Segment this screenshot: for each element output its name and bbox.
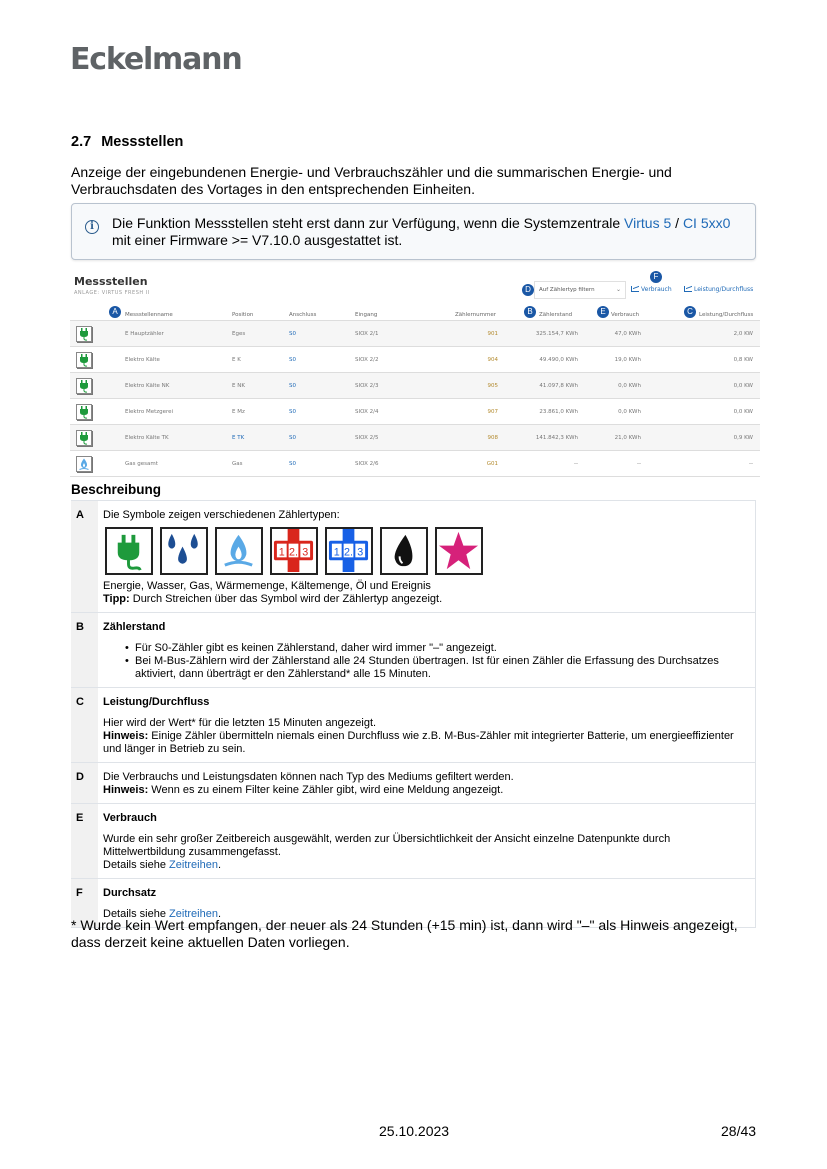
desc-bullets bbox=[103, 642, 750, 681]
cell-anschluss: S0 bbox=[289, 409, 296, 415]
cell-verbrauch: 19,0 KWh bbox=[614, 357, 641, 363]
col-eingang[interactable]: Eingang bbox=[355, 312, 378, 318]
desc-key: C bbox=[71, 688, 98, 763]
callout-badge-a: A bbox=[109, 306, 121, 318]
messstellen-screenshot bbox=[70, 268, 760, 474]
energie-plug-icon[interactable] bbox=[76, 352, 92, 368]
desc-row-d bbox=[71, 763, 756, 804]
callout-badge-f: F bbox=[650, 271, 662, 283]
filter-placeholder: Auf Zählertyp filtern bbox=[539, 287, 595, 293]
svg-text:1: 1 bbox=[278, 546, 285, 559]
cell-messstellenname: E Hauptzähler bbox=[125, 331, 164, 337]
verbrauch-chart-button[interactable] bbox=[631, 286, 672, 293]
footer-page-number: 28/43 bbox=[721, 1123, 757, 1139]
col-anschluss[interactable]: Anschluss bbox=[289, 312, 317, 318]
filter-select[interactable] bbox=[534, 281, 626, 299]
desc-key: D bbox=[71, 763, 98, 804]
cell-zaehlerstand: -- bbox=[574, 461, 578, 467]
details-suffix: . bbox=[217, 859, 222, 871]
cell-zaehlerstand: 325.154,7 KWh bbox=[535, 331, 578, 337]
section-number: 2.7 bbox=[71, 134, 92, 150]
symbol-list bbox=[105, 527, 750, 575]
cell-messstellenname: Elektro Kälte bbox=[125, 357, 160, 363]
cell-zaehlernummer: 901 bbox=[487, 331, 498, 337]
symbol-types: Energie, Wasser, Gas, Wärmemenge, Kältemenge, Öl und Ereignis bbox=[103, 580, 431, 592]
table-row[interactable] bbox=[70, 321, 760, 347]
callout-badge-c: C bbox=[684, 306, 696, 318]
desc-head: Zählerstand bbox=[103, 621, 166, 633]
callout-badge-e: E bbox=[597, 306, 609, 318]
cell-zaehlernummer: 907 bbox=[487, 409, 498, 415]
table-row[interactable] bbox=[70, 451, 760, 477]
cell-eingang: SIOX 2/6 bbox=[355, 461, 379, 467]
cell-anschluss: S0 bbox=[289, 435, 296, 441]
cell-position: E TK bbox=[232, 435, 245, 441]
hint-label: Hinweis: bbox=[103, 784, 149, 796]
cell-eingang: SIOX 2/5 bbox=[355, 435, 379, 441]
desc-hint bbox=[103, 784, 750, 797]
desc-head: Leistung/Durchfluss bbox=[103, 696, 210, 708]
ci5xx0-link[interactable]: CI 5xx0 bbox=[682, 215, 731, 231]
cell-leistung: 0,9 KW bbox=[733, 435, 753, 441]
trend-chart-icon bbox=[631, 286, 639, 292]
table-row[interactable] bbox=[70, 399, 760, 425]
cell-messstellenname: Gas gesamt bbox=[125, 461, 158, 467]
col-position[interactable]: Position bbox=[232, 312, 254, 318]
wasser-drops-icon bbox=[160, 527, 208, 575]
note-text-part: mit einer Firmware >= V7.10.0 ausgestattet ist. bbox=[112, 232, 403, 248]
cell-verbrauch: 21,0 KWh bbox=[614, 435, 641, 441]
cell-position: Eges bbox=[232, 331, 246, 337]
cell-messstellenname: Elektro Metzgerei bbox=[125, 409, 174, 415]
desc-hint bbox=[103, 730, 750, 756]
desc-row-a bbox=[71, 501, 756, 613]
cell-position: E K bbox=[232, 357, 241, 363]
col-zaehlerstand[interactable]: Zählerstand bbox=[539, 312, 573, 318]
screenshot-title: Messstellen bbox=[74, 275, 148, 288]
desc-bullet: • Bei M-Bus-Zählern wird der Zählerstand alle 24 Stunden übertragen. Ist für einen Zähler die Erfassung des Durchsatzes aktiviert, dann überträgt er den Zählerstand* alle 15 Minuten. bbox=[125, 655, 750, 681]
desc-details bbox=[103, 859, 750, 872]
details-suffix: . bbox=[217, 908, 222, 920]
virtus5-link[interactable]: Virtus 5 bbox=[624, 215, 672, 231]
cell-zaehlernummer: G01 bbox=[486, 461, 498, 467]
table-header bbox=[70, 307, 760, 321]
cell-messstellenname: Elektro Kälte TK bbox=[125, 435, 169, 441]
col-verbrauch[interactable]: Verbrauch bbox=[611, 312, 640, 318]
note-separator: / bbox=[671, 215, 683, 231]
info-note-text bbox=[112, 215, 752, 249]
cell-eingang: SIOX 2/4 bbox=[355, 409, 379, 415]
cell-zaehlernummer: 908 bbox=[487, 435, 498, 441]
zeitreihen-link[interactable]: Zeitreihen bbox=[169, 908, 218, 920]
tip-label: Tipp: bbox=[103, 593, 130, 605]
desc-bullet: • Für S0-Zähler gibt es keinen Zählerstand, daher wird immer "–" angezeigt. bbox=[125, 642, 750, 655]
cell-anschluss: S0 bbox=[289, 357, 296, 363]
cell-verbrauch: -- bbox=[637, 461, 641, 467]
hint-text: Einige Zähler übermitteln niemals einen Durchfluss wie z.B. M-Bus-Zähler mit integrierter Batterie, um energieeffizienter und länger in Betrieb zu sein. bbox=[103, 730, 734, 755]
footnote: * Wurde kein Wert empfangen, der neuer als 24 Stunden (+15 min) ist, dann wird "–" als Hinweis angezeigt, dass derzeit keine aktuellen Daten vorliegen. bbox=[71, 917, 738, 950]
callout-badge-d: D bbox=[522, 284, 534, 296]
table-row[interactable] bbox=[70, 425, 760, 451]
cell-zaehlerstand: 49.490,0 KWh bbox=[539, 357, 578, 363]
col-leistung[interactable]: Leistung/Durchfluss bbox=[699, 312, 754, 318]
leistung-chart-button[interactable] bbox=[684, 286, 753, 293]
cell-position: Gas bbox=[232, 461, 243, 467]
tip-text: Durch Streichen über das Symbol wird der Zählertyp angezeigt. bbox=[129, 593, 443, 605]
cell-zaehlerstand: 41.097,8 KWh bbox=[539, 383, 578, 389]
cell-leistung: 2,0 KW bbox=[733, 331, 753, 337]
waermemenge-counter-icon bbox=[270, 527, 318, 575]
svg-text:3: 3 bbox=[302, 546, 309, 559]
cell-eingang: SIOX 2/1 bbox=[355, 331, 379, 337]
screenshot-subtitle: ANLAGE: VIRTUS FRESH II bbox=[74, 290, 150, 296]
desc-head: Durchsatz bbox=[103, 887, 157, 899]
verbrauch-chart-label: Verbrauch bbox=[641, 286, 672, 293]
col-messstellenname[interactable]: Messstellenname bbox=[125, 312, 173, 318]
note-text-part: Die Funktion Messstellen steht erst dann zur Verfügung, wenn die Systemzentrale bbox=[112, 215, 625, 231]
cell-zaehlernummer: 905 bbox=[487, 383, 498, 389]
cell-leistung: 0,8 KW bbox=[733, 357, 753, 363]
svg-text:2.: 2. bbox=[344, 546, 353, 559]
cell-verbrauch: 0,0 KWh bbox=[618, 409, 641, 415]
cell-leistung: 0,0 KW bbox=[733, 409, 753, 415]
eckelmann-logo: Eckelmann bbox=[70, 42, 242, 77]
desc-value bbox=[98, 804, 756, 879]
details-prefix: Details siehe bbox=[103, 859, 170, 871]
desc-text: Hier wird der Wert* für die letzten 15 Minuten angezeigt. bbox=[103, 717, 377, 729]
col-zaehlernummer[interactable]: Zählernummer bbox=[455, 312, 497, 318]
cell-position: E NK bbox=[232, 383, 245, 389]
footer-date: 25.10.2023 bbox=[379, 1123, 450, 1139]
beschreibung-title: Beschreibung bbox=[71, 482, 162, 497]
energie-plug-icon[interactable] bbox=[76, 326, 92, 342]
cell-eingang: SIOX 2/3 bbox=[355, 383, 379, 389]
info-note bbox=[71, 203, 756, 260]
desc-value bbox=[98, 688, 756, 763]
cell-leistung: 0,0 KW bbox=[733, 383, 753, 389]
desc-text: Die Verbrauchs und Leistungsdaten können nach Typ des Mediums gefiltert werden. bbox=[103, 771, 514, 783]
section-heading: Messstellen bbox=[101, 134, 184, 150]
table-row[interactable] bbox=[70, 347, 760, 373]
cell-verbrauch: 47,0 KWh bbox=[614, 331, 641, 337]
callout-badge-b: B bbox=[524, 306, 536, 318]
leistung-chart-label: Leistung/Durchfluss bbox=[694, 286, 754, 293]
desc-value bbox=[98, 763, 756, 804]
cell-anschluss: S0 bbox=[289, 383, 296, 389]
desc-key: A bbox=[71, 501, 98, 613]
cell-zaehlerstand: 141.842,3 KWh bbox=[535, 435, 578, 441]
info-icon: i bbox=[85, 220, 99, 234]
cell-leistung: -- bbox=[749, 461, 753, 467]
desc-row-b bbox=[71, 613, 756, 688]
gas-flame-icon[interactable] bbox=[76, 456, 92, 472]
energie-plug-icon[interactable] bbox=[76, 430, 92, 446]
cell-anschluss: S0 bbox=[289, 331, 296, 337]
kaeltemenge-counter-icon bbox=[325, 527, 373, 575]
cell-messstellenname: Elektro Kälte NK bbox=[125, 383, 170, 389]
cell-verbrauch: 0,0 KWh bbox=[618, 383, 641, 389]
chevron-down-icon: ⌄ bbox=[615, 286, 621, 293]
hint-text: Wenn es zu einem Filter keine Zähler gibt, wird eine Meldung angezeigt. bbox=[148, 784, 504, 796]
svg-text:1: 1 bbox=[333, 546, 340, 559]
trend-chart-icon bbox=[684, 286, 692, 292]
section-title bbox=[71, 134, 183, 150]
beschreibung-table bbox=[71, 500, 756, 928]
oel-drop-icon bbox=[380, 527, 428, 575]
desc-row-e bbox=[71, 804, 756, 879]
zeitreihen-link[interactable]: Zeitreihen bbox=[169, 859, 218, 871]
cell-anschluss: S0 bbox=[289, 461, 296, 467]
ereignis-star-icon bbox=[435, 527, 483, 575]
desc-value bbox=[98, 501, 756, 613]
energie-plug-icon[interactable] bbox=[76, 404, 92, 420]
desc-text: Wurde ein sehr großer Zeitbereich ausgewählt, werden zur Übersichtlichkeit der Ansicht einzelne Datenpunkte durch Mittelwertbildung zusammengefasst. bbox=[103, 833, 671, 858]
svg-text:3: 3 bbox=[357, 546, 364, 559]
desc-row-c bbox=[71, 688, 756, 763]
cell-position: E Mz bbox=[232, 409, 245, 415]
symbols-tip bbox=[103, 593, 750, 606]
gas-flame-icon bbox=[215, 527, 263, 575]
desc-key: F bbox=[71, 879, 98, 928]
symbols-intro: Die Symbole zeigen verschiedenen Zählertypen: bbox=[103, 509, 340, 521]
table-row[interactable] bbox=[70, 373, 760, 399]
details-prefix: Details siehe bbox=[103, 908, 170, 920]
energie-plug-icon bbox=[105, 527, 153, 575]
desc-key: B bbox=[71, 613, 98, 688]
desc-value bbox=[98, 613, 756, 688]
cell-eingang: SIOX 2/2 bbox=[355, 357, 379, 363]
cell-zaehlerstand: 23.861,0 KWh bbox=[539, 409, 578, 415]
energie-plug-icon[interactable] bbox=[76, 378, 92, 394]
desc-key: E bbox=[71, 804, 98, 879]
hint-label: Hinweis: bbox=[103, 730, 149, 742]
section-intro: Anzeige der eingebundenen Energie- und Verbrauchszähler und die summarischen Energie- und Verbrauchsdaten des Vortages in den entsprechenden Einheiten. bbox=[71, 164, 672, 197]
svg-text:2.: 2. bbox=[289, 546, 298, 559]
desc-head: Verbrauch bbox=[103, 812, 157, 824]
cell-zaehlernummer: 904 bbox=[487, 357, 498, 363]
